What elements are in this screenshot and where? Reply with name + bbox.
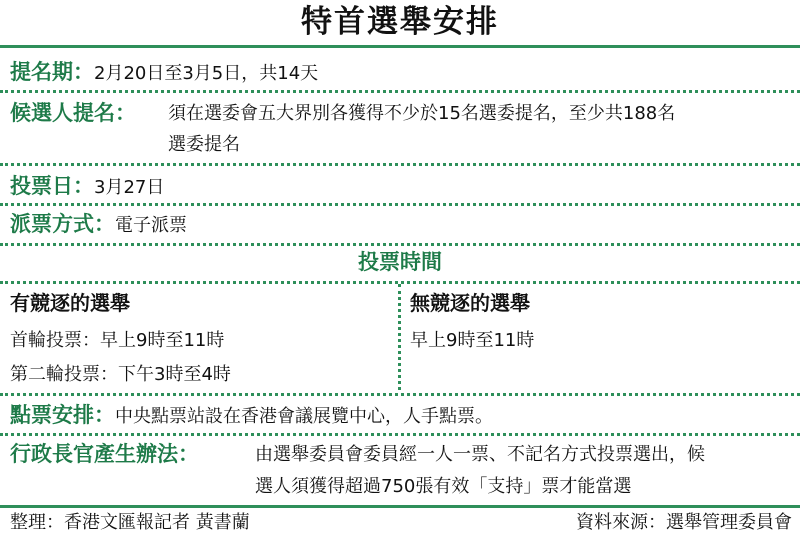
candidate-nomination-line2: 選委提名 [168, 134, 240, 155]
contested-round1: 首輪投票：早上9時至11時 [10, 330, 225, 351]
page-title: 特首選舉安排 [301, 4, 499, 40]
nomination-period-value: 2月20日至3月5日，共14天 [94, 63, 319, 84]
election-method-line1: 由選舉委員會委員經一人一票、不記名方式投票選出，候 [255, 444, 705, 465]
uncontested-heading: 無競逐的選舉 [410, 291, 530, 315]
divider [0, 90, 800, 93]
contested-round2: 第二輪投票：下午3時至4時 [10, 364, 231, 385]
election-method-line2: 選人須獲得超過750張有效「支持」票才能當選 [255, 476, 632, 497]
contested-heading: 有競逐的選舉 [10, 291, 130, 315]
uncontested-time: 早上9時至11時 [410, 330, 535, 351]
data-source: 資料來源：選舉管理委員會 [576, 512, 792, 533]
election-method-row [10, 440, 199, 470]
polling-hours-heading: 投票時間 [358, 250, 442, 274]
polling-day-value: 3月27日 [94, 177, 165, 198]
divider [0, 45, 800, 48]
divider [0, 203, 800, 206]
divider [0, 243, 800, 246]
candidate-nomination-label: 候選人提名： [10, 101, 136, 125]
candidate-nomination-row [10, 99, 136, 129]
polling-day-row [10, 172, 164, 202]
ballot-method-value: 電子派票 [115, 215, 187, 236]
election-method-label: 行政長官產生辦法： [10, 442, 199, 466]
divider [0, 393, 800, 396]
candidate-nomination-line1: 須在選委會五大界別各獲得不少於15名選委提名，至少共188名 [168, 103, 676, 124]
counting-label: 點票安排： [10, 403, 115, 427]
ballot-method-row [10, 210, 187, 240]
ballot-method-label: 派票方式： [10, 212, 115, 236]
counting-row [10, 401, 493, 431]
nomination-period-row [10, 58, 318, 88]
compiled-by: 整理：香港文匯報記者 黃書蘭 [10, 512, 250, 533]
nomination-period-label: 提名期： [10, 60, 94, 84]
counting-value: 中央點票站設在香港會議展覽中心，人手點票。 [115, 406, 493, 427]
divider [0, 433, 800, 436]
column-divider [398, 284, 401, 390]
polling-day-label: 投票日： [10, 174, 94, 198]
divider [0, 163, 800, 166]
